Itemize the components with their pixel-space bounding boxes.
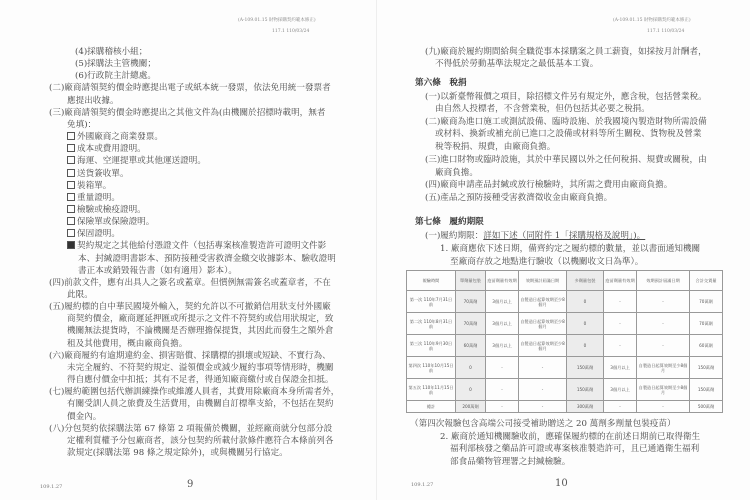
text-line [78,265,237,277]
text-line [49,301,331,313]
table-cell: - [604,401,637,413]
line-text: 或材料、換新或補充前已進口之設備或材料等所生關稅、貨物稅及營業 [435,129,702,139]
text-line [450,456,570,468]
table-cell: 70萬劑 [456,313,486,335]
line-text: 應提出收據。 [67,95,119,106]
table-cell: 70萬劑 [690,313,723,335]
table-cell: 疫苗劑量有效期 [486,271,519,291]
table-cell: 報驗時間 [407,271,456,291]
table-cell: 70萬劑 [456,291,486,313]
line-text: 保固證明。 [77,229,120,240]
table-cell: - [519,357,567,379]
line-text: (七)履約範圍包括代辦訓練操作或維護人員者，其費用除廠商本身所需者外， [49,387,340,398]
text-line [440,243,700,255]
table-cell: - [604,313,637,335]
line-text: （第四次報驗包含高端公司接受補助贈送之 20 萬劑多劑量包裝疫苗） [410,419,676,429]
line-text: 裝箱單。 [77,180,112,191]
table-cell: 第三次 110年9月30日前 [407,335,456,357]
text-line [67,435,333,447]
text-line [49,82,331,94]
line-text: (五)產品之預防接種受害救濟徵收金由廠商負擔。 [425,193,613,203]
text-line [450,443,699,455]
text-line [67,338,187,350]
table-cell: - [486,357,519,379]
table-cell: 單劑量包裝 [456,271,486,291]
table-row [407,313,723,335]
footer-date: 109.1.27 [411,482,434,488]
text-line [425,116,707,128]
table-cell: 疫苗劑量有效期 [604,271,637,291]
line-text: 福利部核發之藥品許可證或專案核准製造許可，且已通過衛生福利 [450,444,700,454]
line-text: (四)廠商申請產品封緘或放行檢驗時，其所需之費用由廠商負擔。 [425,180,673,190]
line-text: 海運、空運提單或其他運送證明。 [77,156,206,167]
text-line [67,411,101,423]
line-text: (二)廠商請領契約價金時應提出電子或紙本統一發票，依法免用統一發票者 [49,83,331,94]
table-cell: 150萬劑 [567,379,604,401]
line-text: 機關無法提貨時，不論機關是否辦理擔保提貨，其因此而發生之額外倉 [67,326,334,337]
text-line [67,143,146,155]
table-cell: 3個月以上 [604,357,637,379]
table-cell: 合計交貨量 [690,271,723,291]
text-line [67,447,288,459]
checkbox[interactable] [67,217,75,225]
line-text: 此限。 [67,290,93,300]
table-cell: - [486,401,519,413]
checkbox[interactable] [67,156,75,164]
text-line [425,154,707,166]
line-text: 得自應付價金中扣抵；其有不足者，得通知廠商繳付或自保證金扣抵。 [67,375,334,386]
table-cell: 自製造日起算效期至少8個月 [519,313,567,335]
line-text: 外國廠商之商業發票。 [77,132,163,143]
delivery-schedule-table [406,270,723,413]
table-row [407,379,723,401]
deadline-reference: 詳如下述（同附件 1「採購規格及說明」)。 [483,231,646,241]
table-row [407,401,723,413]
table-cell: 3個月以上 [486,291,519,313]
table-cell: - [604,291,637,313]
article-heading [415,216,484,228]
line-text: (6)行政院主計總處。 [75,71,156,82]
line-text: 第六條 稅捐 [415,78,467,88]
table-cell: 效期預計屆滿日期 [637,271,690,291]
line-text: 不得低於勞動基準法規定之最低基本工資。 [435,59,599,69]
table-cell: - [519,401,567,413]
text-line [67,398,333,410]
text-line [440,431,700,443]
line-text: 契約規定之其他給付憑證文件（包括專案核准製造許可證明文件影 [77,241,327,252]
table-row [407,335,723,357]
line-text: 至廠商存放之地點進行驗收（以機關收文日為準）。 [450,257,644,267]
text-line [425,192,612,204]
line-text: 定權利質權予分包廠商者，該分包契約所載付款條件應符合本條前列各 [67,435,334,446]
table-cell: 3個月以上 [486,335,519,357]
text-line [435,103,650,115]
line-text: 廠商負擔。 [435,168,478,178]
page-number: 10 [555,478,568,489]
line-text: 本、封緘證明書影本、預防接種受害救濟金繳交收據影本、驗收證明 [78,253,336,264]
line-text: 商契約價金，廠商遲延押匯或所提示之文件不符契約或信用狀規定，致 [67,314,334,325]
checkbox[interactable] [67,132,75,140]
table-cell: 150萬劑 [690,357,723,379]
line-text: 保險單或保險證明。 [77,217,155,228]
text-line [67,131,163,143]
checkbox[interactable] [67,181,75,189]
text-line [67,168,129,180]
header-version: 117.1 110/03/24 [272,29,310,34]
text-line [67,204,146,216]
line-text: (八)分包契約依採購法第 67 條第 2 項報備於機關，並經廠商就分包部分設 [49,423,333,434]
header-revision: (A-109.01.15 財物採購契約範本修正) [613,18,691,23]
checkbox[interactable] [67,144,75,152]
line-text: (5)採購法主管機關； [75,59,156,70]
text-line [435,128,701,140]
table-cell: 3個月以上 [486,313,519,335]
table-cell: 500萬劑 [690,401,723,413]
text-line [67,155,206,167]
header-revision: (A-109.01.15 財物採購契約範本修正) [238,18,316,23]
article-heading [415,77,467,89]
table-header-row [407,271,723,291]
line-text: 1. 廠商應依下述日期，備齊約定之履約標的數量，並以書面通知機關 [440,244,701,254]
checkbox[interactable] [67,241,75,249]
line-text: 重量證明。 [77,192,120,203]
text-line [425,46,707,58]
line-text: 租及其他費用，概由廠商負擔。 [67,338,188,349]
text-line [67,192,120,204]
line-text: (二)廠商為進口施工或測試設備、臨時設施、於我國境內製造財物所需設備 [425,117,707,127]
line-text: (一)以新臺幣報價之項目，除招標文件另有規定外，應含稅，包括營業稅。 [425,92,707,102]
table-cell: - [637,401,690,413]
line-text: 免填)： [67,119,97,130]
table-cell: 第四次 110年10月15日前 [407,357,456,379]
table-row [407,357,723,379]
line-text: 有關受訓人員之旅費及生活費用，由機關自訂標準支給，不包括在契約 [67,399,334,410]
table-cell: - [637,291,690,313]
text-line [78,253,336,265]
footer-date: 109.1.27 [40,484,63,490]
table-cell: 0 [567,335,604,357]
table-cell: 150萬劑 [567,357,604,379]
line-text: (六)廠商履約有逾期違約金、損害賠償、採購標的損壞或短缺、不實行為、 [49,350,331,361]
table-cell: 自製造日起算效期至少8個月 [637,379,690,401]
text-line [435,58,598,70]
table-cell: 自製造日起算效期至少8個月 [519,291,567,313]
text-line [67,216,154,228]
table-cell: 60萬劑 [690,335,723,357]
text-line [67,374,333,386]
line-text: (一)履約期限： [425,231,484,241]
table-cell: - [519,379,567,401]
text-line [67,95,119,107]
text-line [67,180,111,192]
line-text: (五)履約標的自中華民國境外輸入，契約允許以不可撤銷信用狀支付外國廠 [49,302,331,313]
text-line [49,423,332,435]
table-cell: - [604,335,637,357]
page-number: 9 [187,479,194,490]
text-line [67,240,326,252]
text-line [49,107,325,119]
table-cell: 第五次 110年11月15日前 [407,379,456,401]
text-line [435,167,478,179]
text-line [67,313,333,325]
text-line [67,119,96,131]
line-text: 2. 廠商於通知機關驗收前，應確保履約標的在前述日期前已取得衛生 [440,432,701,442]
line-text: 稅等稅捐、規費，由廠商負擔。 [435,142,556,152]
table-cell: 多劑量包裝 [567,271,604,291]
text-line [67,228,120,240]
table-cell: 300萬劑 [567,401,604,413]
line-text: 由自然人投標者，不含營業稅，但仍包括其必要之稅捐。 [435,104,650,114]
text-line [67,325,333,337]
table-cell: 總計 [407,401,456,413]
table-cell: 60萬劑 [456,335,486,357]
checkbox[interactable] [67,193,75,201]
line-text: (三)進口財物或臨時設施，其於中華民國以外之任何稅捐、規費或關稅，由 [425,155,707,165]
table-cell: 自製造日起算效期至少8個月 [519,335,567,357]
text-line [425,230,645,242]
text-line [425,91,707,103]
page-10 [376,0,750,500]
text-line [67,289,93,301]
table-cell: 效期預計屆滿日期 [519,271,567,291]
table-cell: 150萬劑 [690,379,723,401]
line-text: 款規定(採購法第 98 條之規定除外)，或與機關另行協定。 [67,447,288,458]
text-line [435,141,555,153]
text-line [67,362,333,374]
table-cell: 200萬劑 [456,401,486,413]
line-text: (四)前款文件，應有出具人之簽名或蓋章。但慣例無需簽名或蓋章者，不在 [49,277,331,288]
line-text: 第七條 履約期限 [415,217,484,227]
table-cell: 3個月以上 [604,379,637,401]
line-text: (4)採購稽核小組； [75,47,148,57]
line-text: 成本或費用證明。 [77,144,146,155]
table-cell: 0 [456,357,486,379]
table-cell: - [637,335,690,357]
checkbox[interactable] [67,205,75,213]
line-text: 部食品藥物管理署之封緘檢驗。 [450,457,571,467]
text-line [75,70,156,82]
table-cell: 第二次 110年8月31日前 [407,313,456,335]
line-text: 送貨簽收單。 [77,168,129,179]
table-cell: 0 [567,291,604,313]
table-cell: - [486,379,519,401]
table-cell: 70萬劑 [690,291,723,313]
table-cell: 自製造日起算效期至少8個月 [637,357,690,379]
table-cell: 0 [456,379,486,401]
table-cell: 0 [567,313,604,335]
text-line [75,58,156,70]
table-cell: 第一次 110年7月31日前 [407,291,456,313]
text-line [75,46,147,58]
text-line [425,179,672,191]
table-row [407,291,723,313]
header-version: 117.1 110/03/24 [647,29,685,34]
text-line [49,386,339,398]
text-line [410,418,676,430]
text-line [49,277,331,289]
text-line [49,350,331,362]
text-line [450,256,643,268]
line-text: 未完全履約、不符契約規定、溢領價金或減少履約事項等情形時，機關 [67,362,334,373]
line-text: 檢驗或檢疫證明。 [77,204,146,215]
line-text: 價金內。 [67,411,102,422]
page-9 [0,0,374,500]
line-text: 書正本或銷毀報告書（如有適用）影本）。 [78,265,237,276]
table-cell: - [637,313,690,335]
line-text: (九)廠商於履約期間給與全職從事本採購案之員工薪資，如採按月計酬者， [425,47,707,57]
line-text: (三)廠商請領契約價金時應提出之其他文件為(由機關於招標時載明，無者 [49,107,326,118]
checkbox[interactable] [67,169,75,177]
checkbox[interactable] [67,229,75,237]
